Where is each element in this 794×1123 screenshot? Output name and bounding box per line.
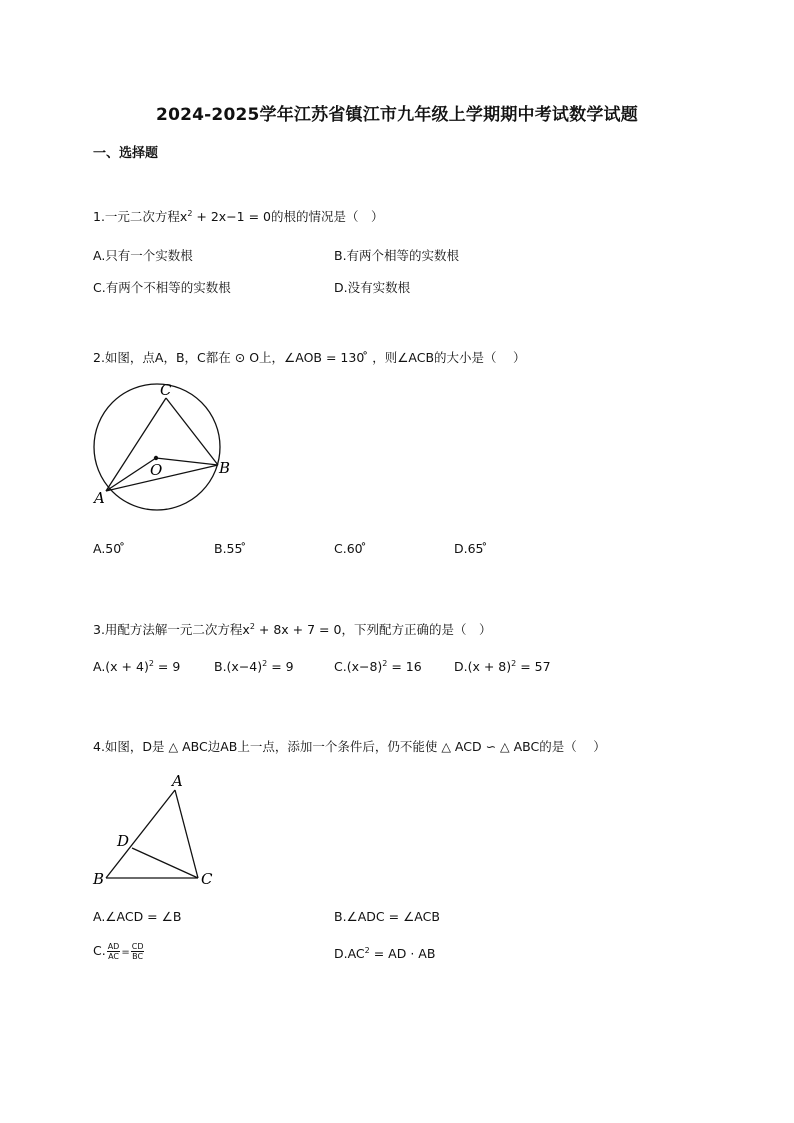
- frac1-den: AC: [108, 952, 119, 961]
- q4-option-b: B.∠ADC = ∠ACB: [334, 909, 440, 924]
- q1-prefix: 1.一元二次方程x: [93, 209, 188, 224]
- q1-option-c: C.有两个不相等的实数根: [93, 280, 231, 295]
- q4-option-a: A.∠ACD = ∠B: [93, 909, 182, 924]
- q3-a-pre: A.(x + 4): [93, 659, 149, 674]
- label-b: B: [219, 459, 231, 477]
- label-c-tri: C: [201, 870, 213, 888]
- frac2-den: BC: [132, 952, 144, 961]
- question-2-stem: 2.如图，点A，B，C都在 ⊙ O上，∠AOB = 130 ̊ ，则∠ACB的大小是（ ）: [93, 350, 526, 365]
- frac2-num: CD: [131, 942, 144, 951]
- section-heading: 一、选择题: [93, 146, 159, 161]
- page-title: 2024-2025学年江苏省镇江市九年级上学期期中考试数学试题: [156, 105, 638, 125]
- frac1-num: AD: [107, 942, 120, 951]
- label-c: C: [160, 381, 172, 399]
- q3-b-pre: B.(x−4): [214, 659, 263, 674]
- label-o: O: [150, 461, 163, 479]
- q1-option-a: A.只有一个实数根: [93, 248, 193, 263]
- q1-option-b: B.有两个相等的实数根: [334, 248, 460, 263]
- q3-a-post: = 9: [153, 659, 181, 674]
- label-b-tri: B: [93, 870, 105, 888]
- q4-c-eq: =: [121, 947, 130, 958]
- q1-option-d: D.没有实数根: [334, 280, 411, 295]
- q3-c-exp: 2: [382, 658, 388, 668]
- fraction-ad-ac: [107, 942, 121, 961]
- question-4-stem: 4.如图，D是 △ ABC边AB上一点，添加一个条件后，仍不能使 △ ACD ∽ △ ABC的是（ ）: [93, 739, 606, 754]
- segment-ac-tri: [175, 790, 198, 878]
- q3-suffix: + 8x + 7 = 0，下列配方正确的是（ ）: [254, 622, 492, 637]
- q1-exponent: 2: [187, 208, 193, 218]
- q3-d-post: = 57: [516, 659, 551, 674]
- q2-option-d: D.65 ̊: [454, 541, 488, 556]
- q3-c-pre: C.(x−8): [334, 659, 383, 674]
- label-a: A: [94, 489, 105, 507]
- segment-dc: [132, 848, 198, 878]
- q3-b-exp: 2: [262, 658, 268, 668]
- label-a-tri: A: [172, 772, 183, 790]
- q3-d-exp: 2: [511, 658, 517, 668]
- q2-option-c: C.60 ̊: [334, 541, 367, 556]
- label-d-tri: D: [117, 832, 130, 850]
- q3-d-pre: D.(x + 8): [454, 659, 512, 674]
- q3-a-exp: 2: [148, 658, 154, 668]
- q3-b-post: = 9: [267, 659, 294, 674]
- q3-prefix: 3.用配方法解一元二次方程x: [93, 622, 250, 637]
- q4-d-pre: D.AC: [334, 946, 365, 961]
- fraction-cd-bc: [131, 942, 145, 961]
- q2-option-b: B.55 ̊: [214, 541, 247, 556]
- q3-c-post: = 16: [387, 659, 422, 674]
- q1-suffix: + 2x−1 = 0的根的情况是（ ）: [192, 209, 384, 224]
- q4-d-post: = AD · AB: [369, 946, 436, 961]
- q4-c-pre: C.: [93, 943, 106, 958]
- q3-exponent: 2: [249, 621, 255, 631]
- q4-d-exp: 2: [364, 945, 370, 955]
- q4-option-d: [334, 946, 435, 961]
- q2-option-a: A.50 ̊: [93, 541, 126, 556]
- q4-option-c: [93, 942, 145, 961]
